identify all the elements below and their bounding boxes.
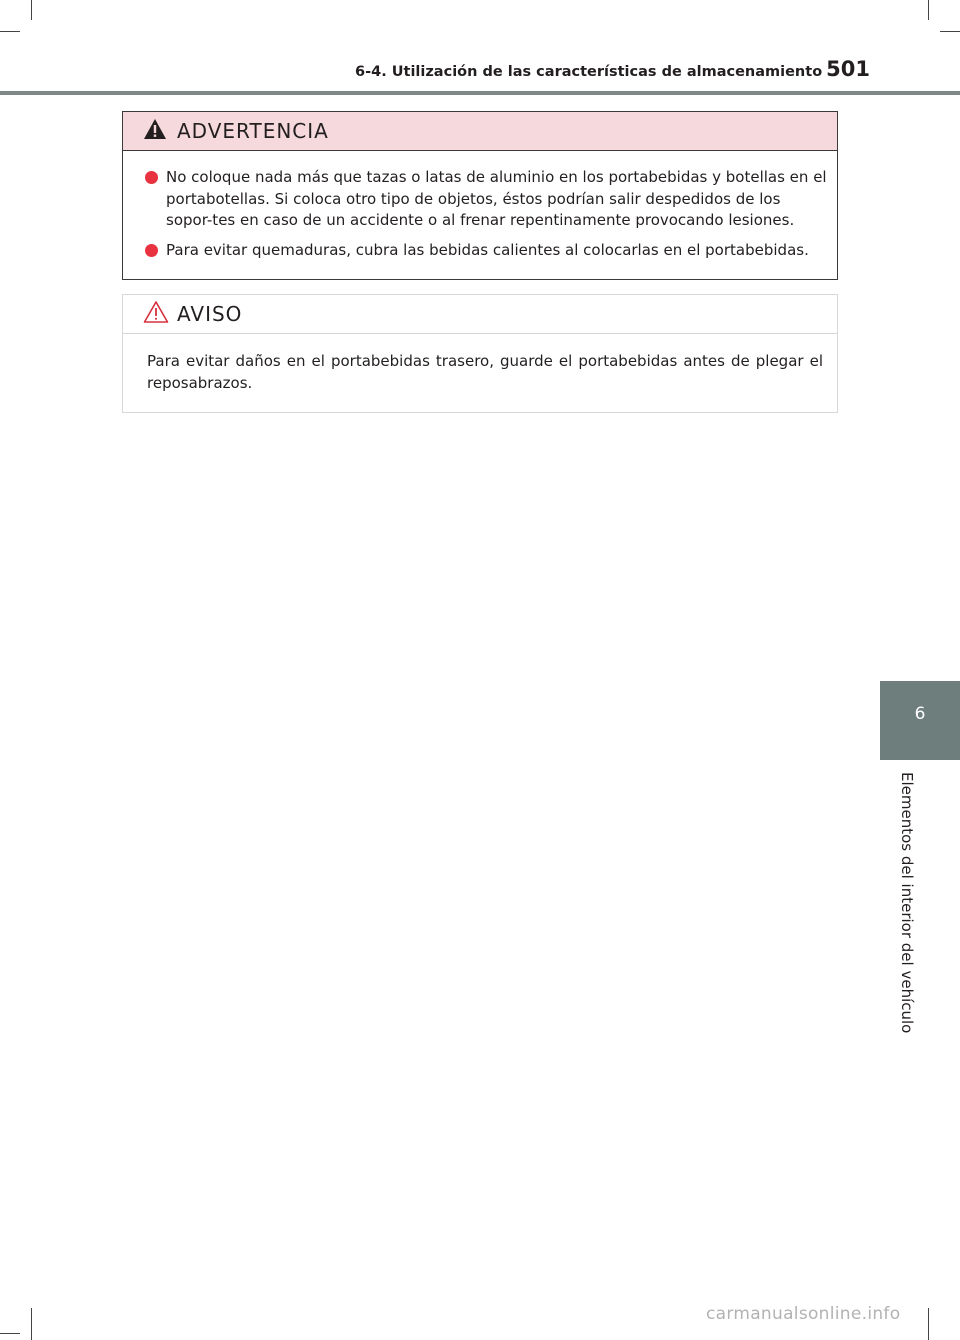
notice-title: AVISO bbox=[177, 302, 243, 326]
warning-triangle-filled-icon bbox=[143, 118, 167, 144]
notice-text: Para evitar daños en el portabebidas trasero, guarde el portabebidas antes de plegar el reposabrazos. bbox=[147, 352, 823, 392]
header-rule bbox=[0, 91, 960, 95]
chapter-number: 6 bbox=[914, 704, 926, 724]
notice-box bbox=[122, 294, 838, 413]
watermark: carmanualsonline.info bbox=[706, 1304, 901, 1324]
bullet-icon bbox=[145, 171, 158, 184]
chapter-title: Elementos del interior del vehículo bbox=[898, 772, 916, 1034]
crop-mark bbox=[31, 1308, 32, 1340]
warning-item-text: No coloque nada más que tazas o latas de aluminio en los portabebidas y botellas en el portabotellas. Si coloca otro tipo de objetos, éstos podrían salir despedidos de los sopor-tes en caso de un accidente o al frenar repentinamente provocando lesiones. bbox=[166, 168, 827, 229]
warning-header bbox=[123, 112, 837, 151]
warning-title: ADVERTENCIA bbox=[177, 119, 329, 143]
crop-mark bbox=[0, 31, 20, 32]
notice-header bbox=[123, 295, 837, 334]
warning-body bbox=[123, 151, 837, 261]
bullet-icon bbox=[145, 244, 158, 257]
warning-item bbox=[145, 240, 827, 262]
crop-mark bbox=[0, 1333, 20, 1334]
crop-mark bbox=[928, 1308, 929, 1340]
crop-mark bbox=[940, 31, 960, 32]
warning-box bbox=[122, 111, 838, 280]
warning-item-text: Para evitar quemaduras, cubra las bebidas calientes al colocarlas en el portabebidas. bbox=[166, 240, 809, 259]
warning-item bbox=[145, 167, 827, 232]
section-title: 6-4. Utilización de las características de almacenamiento bbox=[355, 64, 823, 80]
crop-mark bbox=[31, 0, 32, 20]
page-number: 501 bbox=[826, 57, 870, 81]
chapter-tab bbox=[880, 681, 960, 760]
warning-triangle-outline-icon bbox=[143, 300, 169, 328]
crop-mark bbox=[928, 0, 929, 20]
